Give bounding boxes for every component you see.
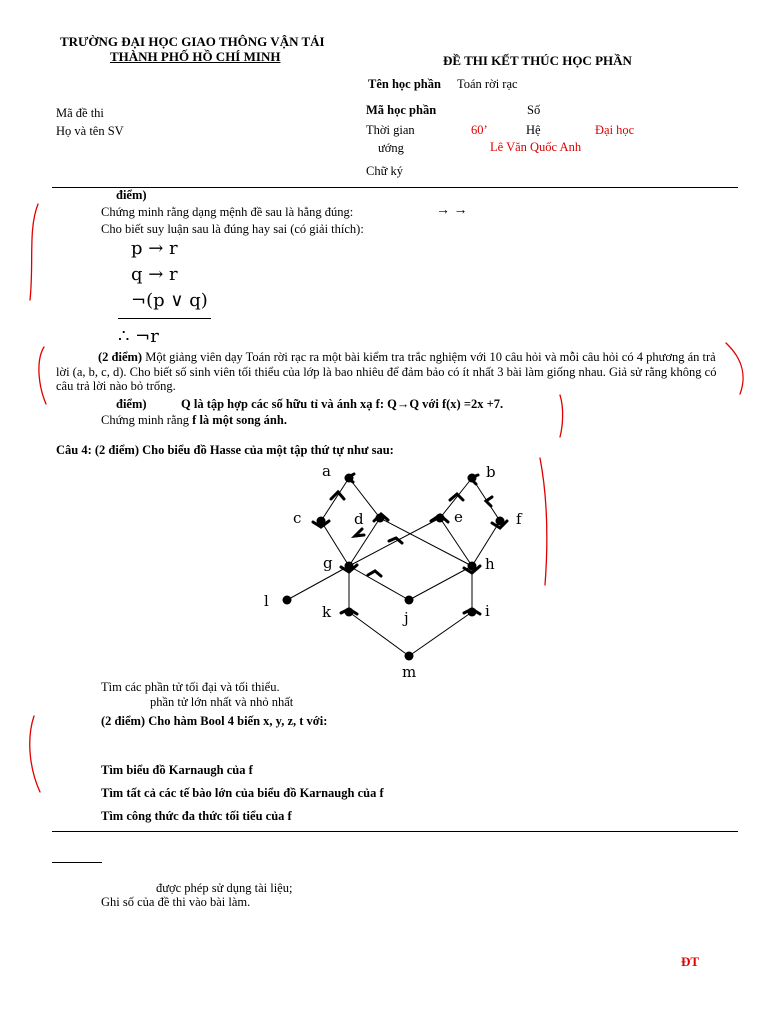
q4-part-a: Tìm các phần tử tối đại và tối thiểu. [101,680,280,694]
he-value: Đại học [595,123,635,137]
q2-points: (2 điểm) [98,350,143,364]
hasse-label-a: a [322,462,331,480]
q5-part-b: Tìm tất cả các tế bào lớn của biểu đồ Karnaugh của f [101,786,384,800]
q1-premise-2: q → r [131,264,178,285]
annotation-bracket-q2-right [726,343,743,394]
hasse-label-e: e [454,508,463,526]
exam-title: ĐỀ THI KẾT THÚC HỌC PHẦN [443,53,632,68]
q3-part-a-prefix: Chứng minh rằng [101,413,193,427]
q1-arrows: → → [436,203,468,218]
q5-part-c: Tìm công thức đa thức tối tiểu của f [101,809,292,823]
course-name-value: Toán rời rạc [457,77,518,91]
uong-label: ướng [378,141,404,155]
school-name-line1: TRƯỜNG ĐẠI HỌC GIAO THÔNG VẬN TẢI [60,34,325,49]
school-name-line2: THÀNH PHỐ HỒ CHÍ MINH [110,49,281,64]
q1-conclusion: ∴ ¬r [118,326,159,347]
q5-title: (2 điểm) Cho hàm Bool 4 biến x, y, z, t với: [101,714,328,728]
so-label: Số [527,103,541,117]
hasse-label-h: h [485,555,495,573]
q1-part-a: Chứng minh rằng dạng mệnh đề sau là hằng đúng: [101,205,354,219]
annotation-bracket-q5 [30,716,40,792]
q4-title: Câu 4: (2 điểm) Cho biểu đồ Hasse của một tập thứ tự như sau: [56,443,394,457]
annotation-bracket-q1 [30,204,38,300]
hasse-label-k: k [322,603,332,621]
hasse-label-c: c [293,509,302,527]
hasse-label-i: i [485,602,490,620]
annotation-bracket-q4 [540,458,547,585]
hasse-label-b: b [486,463,496,481]
annotation-bracket-q2-left [39,347,46,404]
footer-code: ĐT [681,954,700,969]
lecturer-name: Lê Văn Quốc Anh [490,140,582,154]
q3-points: điểm) [116,397,147,411]
hasse-label-f: f [516,510,522,528]
hasse-label-l: l [264,592,269,610]
q3-text: Q là tập hợp các số hữu tỉ và ánh xạ f: Q→Q với f(x) =2x +7. [181,397,504,411]
signature-label: Chữ ký [366,164,403,178]
footer-note-1: được phép sử dụng tài liệu; [156,881,293,895]
footer-note-2: Ghi số của đề thi vào bài làm. [101,895,251,909]
hasse-label-g: g [323,554,333,572]
q1-premise-1: p → r [131,238,178,259]
q3-part-a-bold: f là một song ánh. [192,413,287,427]
hasse-label-j: j [404,609,409,627]
q2-text: Một giảng viên dạy Toán rời rạc ra một bài kiểm tra trắc nghiệm với 10 câu hỏi và mỗi câu hỏi có 4 phương án trả lời (a, b, c, d). Cho biết số sinh viên tối thiểu của lớp là bao nhiêu để đảm bảo có ít nhất 3 bài làm giống nhau. Giả sử rằng không có câu trả lời nào bỏ trống. [56,350,717,393]
course-code-label: Mã học phần [366,103,437,117]
exam-code-label: Mã đề thi [56,106,104,120]
course-name-label: Tên học phần [368,77,441,91]
q1-points: điểm) [116,188,147,202]
q4-part-b: phần tử lớn nhất và nhỏ nhất [150,695,294,709]
annotation-bracket-q3 [560,395,563,437]
q1-part-b: Cho biết suy luận sau là đúng hay sai (có giải thích): [101,222,364,236]
q1-premise-3: ¬(p ∨ q) [131,290,208,311]
student-name-label: Họ và tên SV [56,124,124,138]
time-value: 60’ [471,123,488,137]
hasse-label-d: d [354,510,364,528]
q5-part-a: Tìm biểu đồ Karnaugh của f [101,763,253,777]
time-label: Thời gian [366,123,415,137]
hasse-label-m: m [402,663,417,681]
he-label: Hệ [526,123,541,137]
